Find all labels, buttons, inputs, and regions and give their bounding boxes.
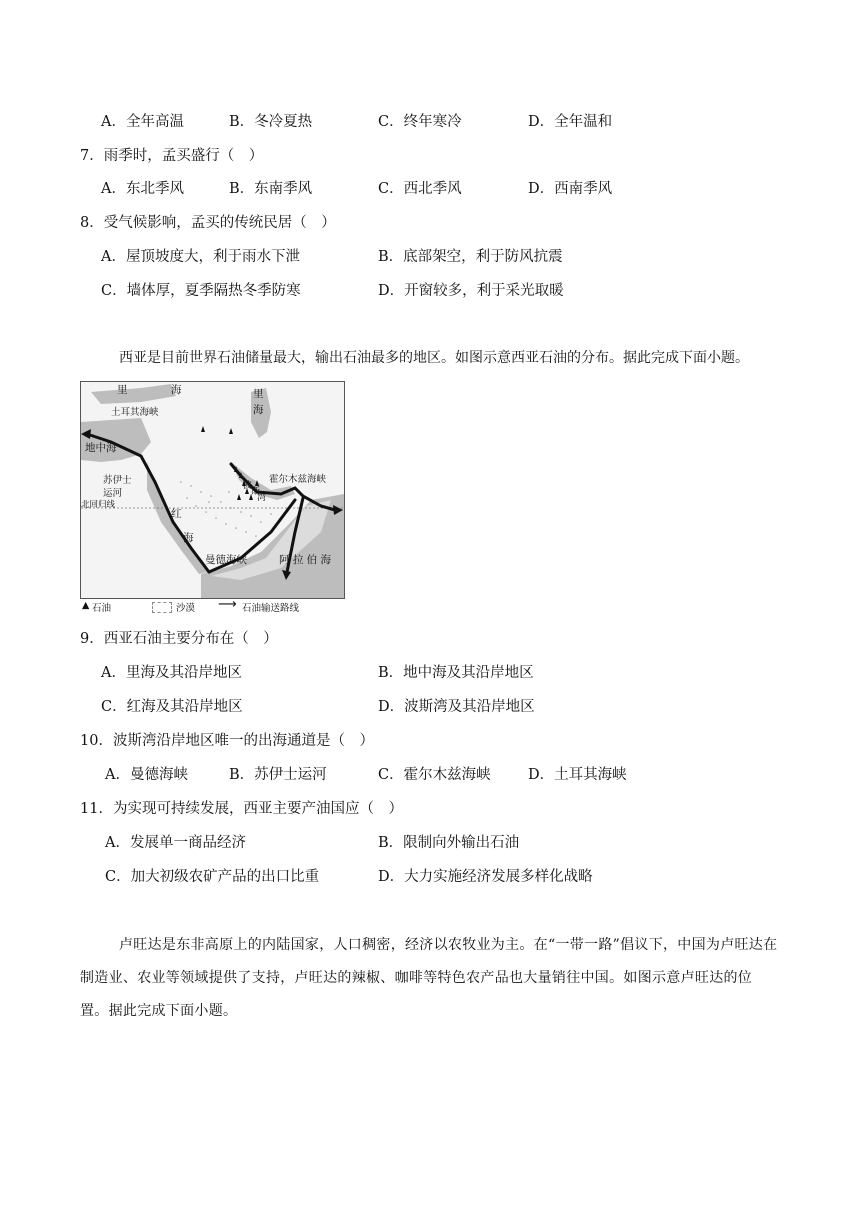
map-label-suez-1: 苏伊士 [103,475,132,486]
map-label-caspian-1: 里 [253,388,264,400]
map-label-mandeb: 曼德海峡 [205,554,247,566]
map-label-black-sea-1: 里 [117,384,128,396]
map-label-tropic: 北回归线 [81,500,116,510]
map-label-hormuz: 霍尔木兹海峡 [269,474,327,485]
passage-west-asia: 西亚是目前世界石油储量最大，输出石油最多的地区。如图示意西亚石油的分布。据此完成下面小题。 [119,350,749,366]
legend-desert-icon [152,602,172,613]
q6-option-c: C．终年寒冷 [378,114,462,130]
map-label-arabian-sea: 阿 拉 伯 海 [279,554,332,566]
legend-route-icon: ⟶ [218,597,237,612]
legend-oil-icon: ▲ [82,600,90,611]
q11-option-a: A．发展单一商品经济 [105,835,246,851]
q10-option-b: B．苏伊士运河 [229,767,327,783]
map-label-gulf-3: 湾 [257,493,267,503]
map-label-black-sea-2: 海 [171,384,182,396]
map-legend [82,597,352,614]
legend-desert-label: 沙漠 [176,603,196,614]
q11-option-d: D．大力实施经济发展多样化战略 [378,869,593,885]
q8-option-a: A．屋顶坡度大，利于雨水下泄 [101,249,300,265]
q8-option-d: D．开窗较多，利于采光取暖 [378,283,564,299]
q8-stem: 8．受气候影响，孟买的传统民居（ ） [80,215,336,231]
q10-option-c: C．霍尔木兹海峡 [378,767,491,783]
west-asia-oil-map [80,381,345,599]
q7-option-d: D．西南季风 [528,181,613,197]
map-label-gulf-1: 波 [243,481,253,491]
q6-option-a: A．全年高温 [101,114,184,130]
q11-option-c: C．加大初级农矿产品的出口比重 [105,869,320,885]
q10-stem: 10．波斯湾沿岸地区唯一的出海通道是（ ） [80,733,374,749]
legend-route-label: 石油输送路线 [242,603,300,614]
map-label-red-sea-1: 红 [171,508,182,520]
q11-option-b: B．限制向外输出石油 [378,835,520,851]
q9-stem: 9．西亚石油主要分布在（ ） [80,631,278,647]
map-label-gulf-2: 斯 [251,487,261,497]
q8-option-c: C．墙体厚，夏季隔热冬季防寒 [101,283,301,299]
q8-option-b: B．底部架空，利于防风抗震 [378,249,563,265]
q9-option-c: C．红海及其沿岸地区 [101,699,243,715]
q6-option-b: B．冬冷夏热 [229,114,313,130]
map-label-caspian-2: 海 [253,404,264,416]
map-label-red-sea-2: 海 [183,532,194,544]
passage-rwanda: 卢旺达是东非高原上的内陆国家，人口稠密，经济以农牧业为主。在“一带一路”倡议下，中国为卢旺达在制造业、农业等领域提供了支持，卢旺达的辣椒、咖啡等特色农产品也大量销往中国。如图示意卢旺达的位置。据此完成下面小题。 [80,937,778,1019]
q7-option-c: C．西北季风 [378,181,462,197]
q7-option-b: B．东南季风 [229,181,313,197]
q6-option-d: D．全年温和 [528,114,613,130]
q9-option-a: A．里海及其沿岸地区 [101,665,242,681]
q7-stem: 7．雨季时，孟买盛行（ ） [80,148,264,164]
q10-option-d: D．土耳其海峡 [528,767,627,783]
map-label-turkish-strait: 土耳其海峡 [111,407,159,418]
q9-option-b: B．地中海及其沿岸地区 [378,665,534,681]
q11-stem: 11．为实现可持续发展，西亚主要产油国应（ ） [80,801,403,817]
q7-option-a: A．东北季风 [101,181,184,197]
map-label-mediterranean: 地中海 [85,442,117,454]
q10-option-a: A．曼德海峡 [105,767,188,783]
map-label-suez-2: 运河 [103,488,123,499]
legend-oil-label: 石油 [92,603,112,614]
q9-option-d: D．波斯湾及其沿岸地区 [378,699,535,715]
